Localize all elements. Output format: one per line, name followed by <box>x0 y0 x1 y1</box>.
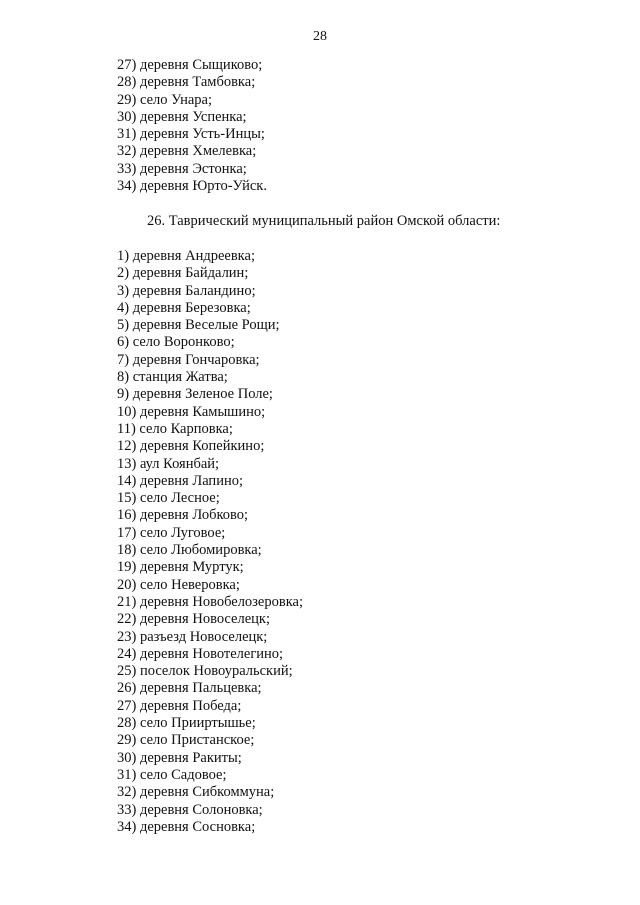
list-item: 14) деревня Лапино; <box>117 472 243 489</box>
list-item: 32) деревня Сибкоммуна; <box>117 784 275 801</box>
list-item: 27) деревня Победа; <box>117 697 242 714</box>
list-item: 19) деревня Муртук; <box>117 559 244 576</box>
section-heading: 26. Таврический муниципальный район Омской области: <box>147 213 501 229</box>
list-item: 30) деревня Ракиты; <box>117 749 242 766</box>
list-item: 15) село Лесное; <box>117 490 220 507</box>
list-item: 30) деревня Успенка; <box>117 108 247 125</box>
list-item: 3) деревня Баландино; <box>117 282 256 299</box>
list-item: 9) деревня Зеленое Поле; <box>117 386 273 403</box>
list-item: 6) село Воронково; <box>117 334 235 351</box>
list-item: 24) деревня Новотелегино; <box>117 645 284 662</box>
list-item: 28) село Прииртышье; <box>117 715 256 732</box>
list-item: 23) разъезд Новоселецк; <box>117 628 268 645</box>
list-item: 20) село Неверовка; <box>117 576 240 593</box>
list-item: 32) деревня Хмелевка; <box>117 143 257 160</box>
list-item: 12) деревня Копейкино; <box>117 438 265 455</box>
list-item: 4) деревня Березовка; <box>117 299 251 316</box>
list-item: 2) деревня Байдалин; <box>117 265 249 282</box>
list-item: 13) аул Коянбай; <box>117 455 220 472</box>
continued-settlement-list <box>117 57 267 195</box>
page-number: 28 <box>313 29 327 44</box>
settlement-list <box>117 248 303 836</box>
list-item: 34) деревня Юрто-Уйск. <box>117 178 267 195</box>
list-item: 10) деревня Камышино; <box>117 403 266 420</box>
list-item: 31) село Садовое; <box>117 766 227 783</box>
list-item: 33) деревня Эстонка; <box>117 160 247 177</box>
list-item: 31) деревня Усть-Инцы; <box>117 126 265 143</box>
list-item: 26) деревня Пальцевка; <box>117 680 262 697</box>
list-item: 22) деревня Новоселецк; <box>117 611 270 628</box>
list-item: 18) село Любомировка; <box>117 542 262 559</box>
list-item: 5) деревня Веселые Рощи; <box>117 317 280 334</box>
list-item: 29) село Пристанское; <box>117 732 255 749</box>
list-item: 7) деревня Гончаровка; <box>117 351 260 368</box>
list-item: 25) поселок Новоуральский; <box>117 663 293 680</box>
list-item: 28) деревня Тамбовка; <box>117 74 256 91</box>
list-item: 17) село Луговое; <box>117 524 226 541</box>
list-item: 11) село Карповка; <box>117 420 233 437</box>
list-item: 34) деревня Сосновка; <box>117 818 256 835</box>
list-item: 27) деревня Сыщиково; <box>117 57 263 73</box>
list-item: 33) деревня Солоновка; <box>117 801 263 818</box>
list-item: 1) деревня Андреевка; <box>117 248 255 264</box>
list-item: 8) станция Жатва; <box>117 369 228 386</box>
list-item: 21) деревня Новобелозеровка; <box>117 593 303 610</box>
list-item: 29) село Унара; <box>117 91 213 108</box>
list-item: 16) деревня Лобково; <box>117 507 249 524</box>
